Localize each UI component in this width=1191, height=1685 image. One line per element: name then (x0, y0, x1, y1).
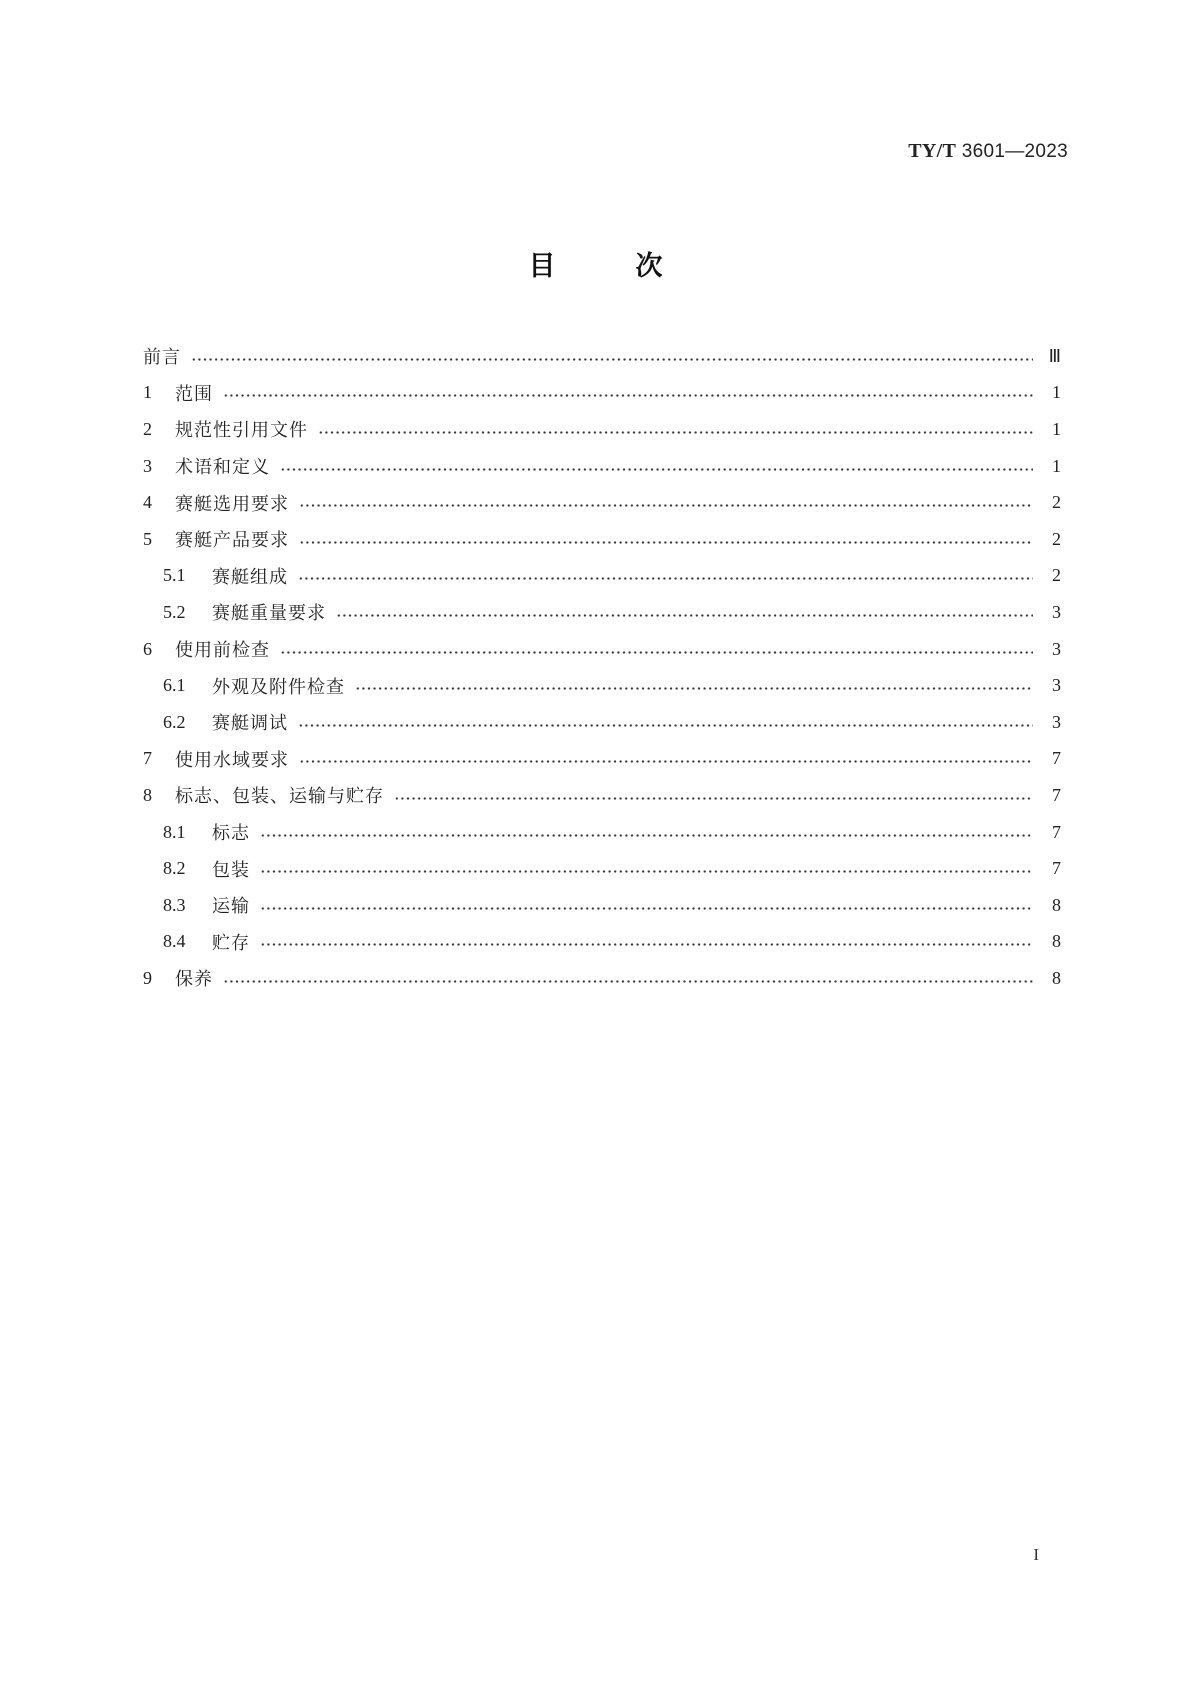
toc-entry-page: 8 (1052, 894, 1061, 915)
toc-dot-leader (394, 797, 1033, 800)
toc-entry-title: 标志 (212, 823, 250, 845)
toc-dot-leader (280, 651, 1033, 654)
page-title-char-2: 次 (635, 251, 663, 282)
toc-entry-title: 使用水域要求 (175, 749, 289, 771)
toc-entry-number: 3 (143, 455, 152, 476)
page-title-char-1: 目 (528, 251, 556, 282)
toc-dot-leader (260, 870, 1033, 873)
page-number: I (1033, 1545, 1039, 1564)
toc-entry[interactable] (143, 814, 1061, 851)
toc-entry-number: 8 (143, 784, 152, 805)
toc-dot-leader (260, 943, 1033, 946)
toc-entry-title: 标志、包装、运输与贮存 (175, 786, 384, 808)
toc-entry-title: 术语和定义 (175, 457, 270, 479)
toc-entry[interactable] (143, 631, 1061, 668)
toc-entry-title: 赛艇组成 (212, 566, 288, 588)
toc-entry[interactable] (143, 960, 1061, 997)
toc-entry-number: 6.2 (163, 711, 186, 732)
toc-entry[interactable] (143, 777, 1061, 814)
toc-entry-title: 赛艇产品要求 (175, 530, 289, 552)
toc-entry[interactable] (143, 375, 1061, 412)
toc-entry[interactable] (143, 667, 1061, 704)
toc-entry-number: 6.1 (163, 675, 186, 696)
toc-entry-title: 包装 (212, 859, 250, 881)
toc-dot-leader (298, 577, 1033, 580)
toc-entry-page: 3 (1052, 711, 1061, 732)
toc-dot-leader (299, 541, 1033, 544)
toc-entry-title: 前言 (143, 347, 181, 369)
toc-entry-title: 赛艇选用要求 (175, 493, 289, 515)
toc-entry-number: 7 (143, 748, 152, 769)
toc-dot-leader (299, 760, 1033, 763)
toc-entry-page: 1 (1052, 382, 1061, 403)
toc-dot-leader (260, 907, 1033, 910)
toc-entry-number: 8.2 (163, 858, 186, 879)
toc-entry[interactable] (143, 850, 1061, 887)
toc-dot-leader (191, 358, 1033, 361)
table-of-contents (143, 338, 1061, 997)
toc-entry-number: 8.1 (163, 821, 186, 842)
toc-entry-page: 7 (1052, 858, 1061, 879)
toc-entry-title: 规范性引用文件 (175, 420, 308, 442)
toc-dot-leader (299, 504, 1033, 507)
toc-entry[interactable] (143, 448, 1061, 485)
toc-entry-page: 2 (1052, 528, 1061, 549)
page-title (0, 244, 1191, 283)
toc-entry-page: 2 (1052, 492, 1061, 513)
toc-dot-leader (223, 980, 1033, 983)
toc-entry-page: 2 (1052, 565, 1061, 586)
toc-dot-leader (223, 394, 1033, 397)
toc-entry-page: 1 (1052, 455, 1061, 476)
standard-code-prefix: TY/T (908, 140, 957, 162)
toc-entry[interactable] (143, 924, 1061, 961)
toc-entry-page: 8 (1052, 931, 1061, 952)
toc-entry-page: 7 (1052, 748, 1061, 769)
toc-entry-title: 范围 (175, 383, 213, 405)
toc-entry[interactable] (143, 521, 1061, 558)
toc-entry-number: 8.4 (163, 931, 186, 952)
toc-entry-page: 3 (1052, 675, 1061, 696)
toc-entry[interactable] (143, 411, 1061, 448)
toc-entry-title: 赛艇调试 (212, 713, 288, 735)
toc-entry-page: 7 (1052, 821, 1061, 842)
toc-entry-page: Ⅲ (1048, 345, 1061, 366)
toc-entry-title: 贮存 (212, 932, 250, 954)
toc-entry[interactable] (143, 594, 1061, 631)
toc-entry[interactable] (143, 338, 1061, 375)
toc-entry-number: 9 (143, 967, 152, 988)
toc-entry-page: 7 (1052, 784, 1061, 805)
toc-entry-number: 8.3 (163, 894, 186, 915)
toc-entry[interactable] (143, 704, 1061, 741)
toc-dot-leader (260, 834, 1033, 837)
toc-entry-number: 5 (143, 528, 152, 549)
toc-entry-page: 8 (1052, 967, 1061, 988)
toc-entry[interactable] (143, 484, 1061, 521)
toc-entry-number: 4 (143, 492, 152, 513)
standard-code-number: 3601—2023 (961, 141, 1068, 162)
toc-dot-leader (336, 614, 1033, 617)
toc-entry-number: 2 (143, 418, 152, 439)
toc-entry-title: 外观及附件检查 (212, 676, 345, 698)
toc-entry-number: 6 (143, 638, 152, 659)
toc-entry-title: 保养 (175, 969, 213, 991)
toc-entry[interactable] (143, 558, 1061, 595)
toc-entry-title: 运输 (212, 896, 250, 918)
toc-entry[interactable] (143, 887, 1061, 924)
toc-entry-number: 5.2 (163, 601, 186, 622)
toc-entry-number: 5.1 (163, 565, 186, 586)
toc-entry-title: 赛艇重量要求 (212, 603, 326, 625)
toc-entry-number: 1 (143, 382, 152, 403)
toc-entry-title: 使用前检查 (175, 640, 270, 662)
toc-entry-page: 1 (1052, 418, 1061, 439)
toc-dot-leader (355, 687, 1033, 690)
toc-dot-leader (280, 468, 1033, 471)
standard-code (908, 140, 1068, 163)
toc-dot-leader (318, 431, 1033, 434)
toc-dot-leader (298, 724, 1033, 727)
toc-entry-page: 3 (1052, 601, 1061, 622)
toc-entry[interactable] (143, 741, 1061, 778)
toc-entry-page: 3 (1052, 638, 1061, 659)
